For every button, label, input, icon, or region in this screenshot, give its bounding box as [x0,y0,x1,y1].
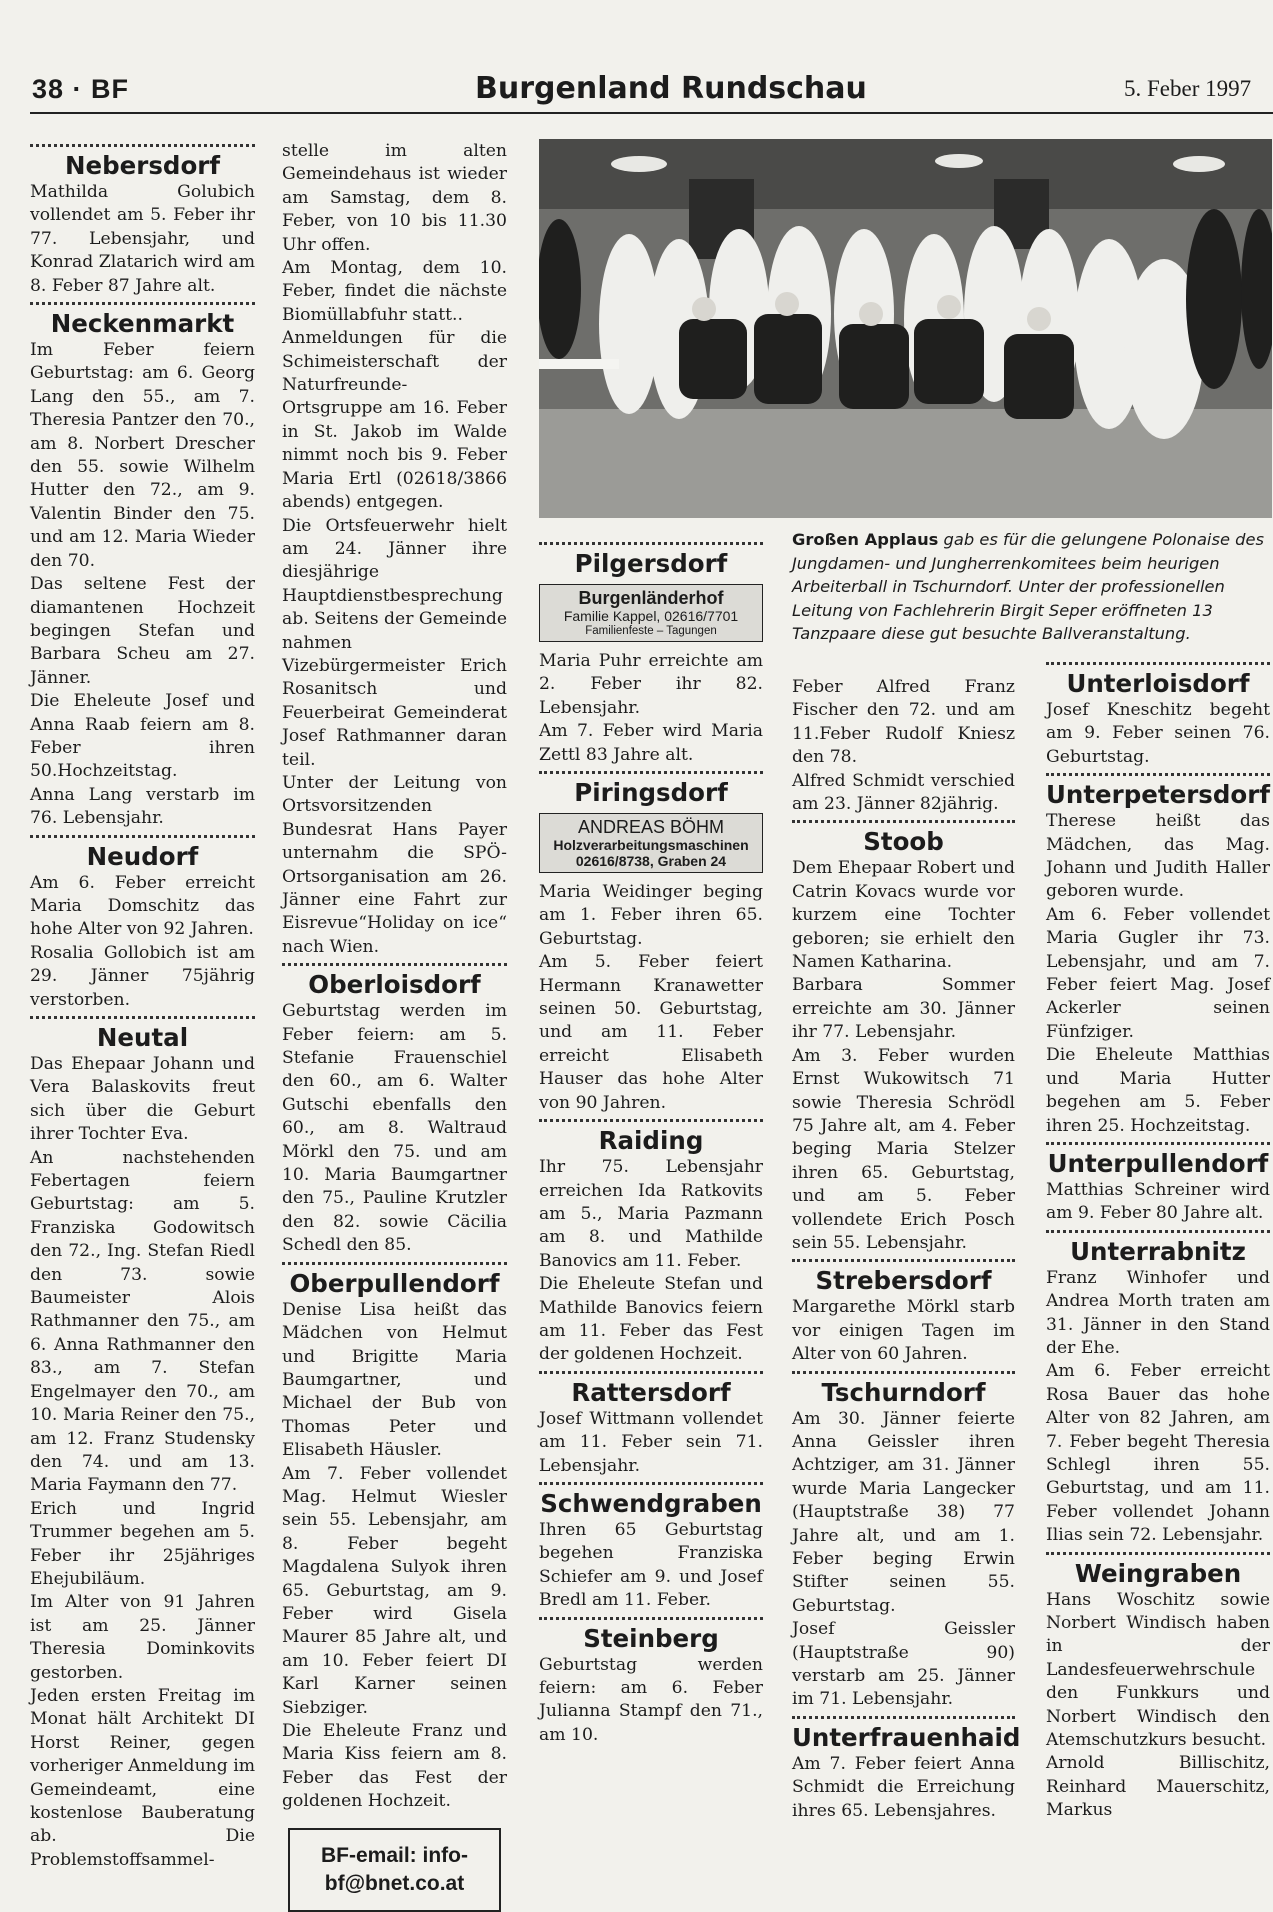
article-text: Das seltene Fest der diamantenen Hochzeit begingen Stefan und Barbara Scheu am 27. Jänner. [30,574,255,688]
heading-unterfrauenhaid: Unterfrauenhaid [792,1722,1021,1752]
ad-contact: Holzverarbeitungsmaschinen [553,837,749,854]
article-text: An nachstehenden Febertagen feiern Geburtstag: am 5. Franziska Godowitsch den 72., Ing. Stefan Riedl den 73. sowie Baumeister Alois Rathmanner den 75., am 6. Anna Rathmanner den 83., am 7. Stefan Engelmayer den 70., am 10. Maria Reiner den 75., am 12. Franz Studensky den 74. und am 13. Maria Faymann den 77. [30,1147,255,1496]
photo-image [539,139,1272,518]
article-text: Im Feber feiern Geburtstag: am 6. Georg Lang den 55., am 7. Theresia Pantzer den 70., am 8. Norbert Drescher den 55. sowie Wilhelm Hutter den 72., am 9. Valentin Binder den 75. und am 12. Maria Wieder den 70. [30,340,255,571]
divider [792,820,1015,823]
divider [30,1016,255,1019]
article-text: Matthias Schreiner wird am 9. Feber 80 Jahre alt. [1046,1179,1270,1224]
divider [792,1716,1015,1719]
ad-andreas-boehm [539,813,763,873]
divider [1046,1142,1270,1145]
article-text: Feber Alfred Franz Fischer den 72. und am 11.Feber Rudolf Kniesz den 78. [792,677,1015,768]
ad-tagline: 02616/8738, Graben 24 [575,853,727,870]
heading-nebersdorf: Nebersdorf [64,151,221,180]
article-text: Jeden ersten Freitag im Monat hält Architekt DI Horst Reiner, gegen vorheriger Anmeldung im Gemeindeamt, eine kostenlose Bauberatung ab. Die Problemstoffsammel- [30,1685,255,1870]
column-2 [282,140,507,1912]
article-text: Am 3. Feber wurden Ernst Wukowitsch 71 sowie Theresia Schrödl 75 Jahre alt, am 4. Feber beging Maria Stelzer ihren 65. Geburtstag, und am 5. Feber vollendete Erich Posch sein 55. Lebensjahr. [792,1045,1015,1253]
article-text: Mathilda Golubich vollendet am 5. Feber ihr 77. Lebensjahr, und Konrad Zlatarich wird am 8. Feber 87 Jahre alt. [30,182,255,296]
article-text: Am 7. Feber wird Maria Zettl 83 Jahre alt. [539,721,763,765]
heading-rattersdorf: Rattersdorf [571,1377,731,1407]
article-text: Arnold Billischitz, Reinhard Mauerschitz, Markus [1046,1753,1270,1821]
ad-burgenlaenderhof [539,584,763,642]
article-text: Anna Lang verstarb im 76. Lebensjahr. [30,784,255,829]
heading-unterpetersdorf: Unterpetersdorf [1046,780,1271,810]
article-text: Am 7. Feber feiert Anna Schmidt die Erreichung ihres 65. Lebensjahres. [792,1753,1015,1821]
heading-steinberg: Steinberg [583,1623,719,1653]
article-text: Barbara Sommer erreichte am 30. Jänner ihr 77. Lebensjahr. [792,975,1015,1043]
article-text: Im Alter von 91 Jahren ist am 25. Jänner Theresia Dominkovits gestorben. [30,1592,255,1683]
article-text: Margarethe Mörkl starb vor einigen Tagen im Alter von 60 Jahren. [792,1297,1015,1365]
heading-tschurndorf: Tschurndorf [821,1377,986,1407]
article-text: Am 5. Feber feiert Hermann Kranawetter seinen 50. Geburtstag, und am 11. Feber erreicht Elisabeth Hauser das hohe Alter von 90 Jahren. [539,952,763,1113]
divider [1046,1552,1270,1555]
article-text: Josef Wittmann vollendet am 11. Feber sein 71. Lebensjahr. [539,1408,763,1476]
divider [1046,1230,1270,1233]
photo-caption [792,528,1270,646]
article-text: Am 30. Jänner feierte Anna Geissler ihren Achtziger, am 31. Jänner wurde Maria Langecker (Hauptstraße 38) 77 Jahre alt, und am 1. Feber beging Erwin Stifter seinen 55. Geburtstag. [792,1408,1015,1616]
heading-unterpullendorf: Unterpullendorf [1047,1148,1269,1178]
divider [30,302,255,305]
article-text: Die Eheleute Matthias und Maria Hutter begehen am 5. Feber ihren 25. Hochzeitstag. [1046,1045,1270,1136]
article-text: Geburtstag werden im Feber feiern: am 5. Stefanie Frauenschiel den 60., am 6. Walter Gutschi ebenfalls den 60., am 8. Waltraud Mörkl den 75. und am 10. Maria Baumgartner den 75., Pauline Krutzler den 82. sowie Cäcilia Schedl den 85. [282,1001,507,1256]
article-text: Rosalia Gollobich ist am 29. Jänner 75jährig verstorben. [30,942,255,1010]
heading-neudorf: Neudorf [86,841,199,871]
divider [792,1371,1015,1374]
caption-lead: Großen Applaus [792,530,939,549]
page-number: 38 · BF [32,74,130,104]
article-text: Die Eheleute Franz und Maria Kiss feiern am 8. Feber das Fest der goldenen Hochzeit. [282,1721,507,1812]
heading-oberloisdorf: Oberloisdorf [308,970,481,1000]
article-text: Die Ortsfeuerwehr hielt am 24. Jänner ihre diesjährige Hauptdienstbesprechung ab. Seitens der Gemeinde nahmen Vizebürgermeister Erich Rosanitsch und Feuerbeirat Gemeinderat Josef Rathmanner daran teil. [282,515,508,770]
article-text: Am 7. Feber vollendet Mag. Helmut Wiesler sein 55. Lebensjahr, am 8. Feber begeht Magdalena Sulyok ihren 65. Geburtstag, am 9. Feber wird Gisela Maurer 85 Jahre alt, und am 10. Feber feiert DI Karl Karner seinen Siebziger. [282,1463,507,1718]
article-text: Erich und Ingrid Trummer begehen am 5. Feber ihr 25jähriges Ehejubiläum. [30,1498,255,1589]
heading-piringsdorf: Piringsdorf [574,778,728,808]
ad-contact: Familie Kappel, 02616/7701 [563,608,739,624]
ad-name: ANDREAS BÖHM [577,817,725,838]
article-text: Die Eheleute Stefan und Mathilde Banovics feiern am 11. Feber das Fest der goldenen Hochzeit. [539,1274,763,1365]
article-text: Dem Ehepaar Robert und Catrin Kovacs wurde vor kurzem eine Tochter geboren; sie erhielt den Namen Katharina. [792,858,1015,973]
heading-stoob: Stoob [863,827,944,857]
article-text: Am Montag, dem 10. Feber, findet die nächste Biomüllabfuhr statt.. [282,258,507,325]
article-text: Josef Geissler (Hauptstraße 90) verstarb am 25. Jänner im 71. Lebensjahr. [792,1619,1015,1710]
article-text: Maria Puhr erreichte am 2. Feber ihr 82. Lebensjahr. [539,651,763,718]
page-header [30,68,1273,114]
article-text: Geburtstag werden feiern: am 6. Feber Julianna Stampf den 71., am 10. [539,1654,763,1745]
email-line-2[interactable]: bf@bnet.co.at [324,1871,465,1895]
article-text: Hans Woschitz sowie Norbert Windisch haben in der Landesfeuerwehrschule den Funkkurs und Norbert Windisch den Atemschutzkurs besucht. [1046,1589,1270,1751]
heading-neutal: Neutal [96,1023,189,1052]
issue-date: 5. Feber 1997 [1124,76,1252,101]
article-text: Denise Lisa heißt das Mädchen von Helmut und Brigitte Maria Baumgartner, und Michael der Bub von Thomas Peter und Elisabeth Häusler. [282,1299,507,1461]
heading-unterloisdorf: Unterloisdorf [1066,669,1250,698]
divider [282,1262,507,1265]
article-text: Anmeldungen für die Schimeisterschaft der Naturfreunde-Ortsgruppe am 16. Feber in St. Jakob im Walde nimmt noch bis 9. Feber Maria Ertl (02618/3866 abends) entgegen. [282,328,507,513]
column-1 [30,140,255,1872]
column-5 [1046,658,1270,1823]
heading-weingraben: Weingraben [1074,1558,1242,1588]
email-line-1: BF-email: info- [321,1843,468,1867]
ad-name: Burgenländerhof [578,588,724,608]
heading-schwendgraben: Schwendgraben [540,1488,762,1518]
divider [30,835,255,838]
divider [1046,773,1270,776]
heading-neckenmarkt: Neckenmarkt [50,309,235,339]
article-text: Das Ehepaar Johann und Vera Balaskovits freut sich über die Geburt ihrer Tochter Eva. [30,1054,255,1145]
ad-tagline: Familienfeste – Tagungen [585,625,717,637]
article-text: Franz Winhofer und Andrea Morth traten am 31. Jänner in den Stand der Ehe. [1046,1267,1270,1358]
article-text: Josef Kneschitz begeht am 9. Feber seinen 76. Geburtstag. [1046,700,1270,767]
article-text: Therese heißt das Mädchen, das Mag. Johann und Judith Haller geboren wurde. [1046,811,1270,902]
divider [30,144,255,147]
article-text: Am 6. Feber erreicht Maria Domschitz das hohe Alter von 92 Jahren. [30,872,255,940]
divider [539,542,763,545]
article-text: stelle im alten Gemeindehaus ist wieder am Samstag, dem 8. Feber, von 10 bis 11.30 Uhr offen. [282,141,507,255]
ball-photo [539,139,1272,518]
article-text: Ihr 75. Lebensjahr erreichen Ida Ratkovits am 5., Maria Pazmann am 8. und Mathilde Banovics am 11. Feber. [539,1157,763,1271]
heading-strebersdorf: Strebersdorf [815,1266,992,1296]
divider [539,1119,763,1122]
article-text: Am 6. Feber vollendet Maria Gugler ihr 73. Lebensjahr, und am 7. Feber feiert Mag. Josef Ackerler seinen Fünfziger. [1046,904,1270,1042]
divider [539,771,763,774]
article-text: Die Eheleute Josef und Anna Raab feiern am 8. Feber ihren 50.Hochzeitstag. [30,691,255,782]
article-text: Unter der Leitung von Ortsvorsitzenden Bundesrat Hans Payer unternahm die SPÖ-Ortsorganisation am 26. Jänner eine Fahrt zur Eisrevue“Holiday on ice“ nach Wien. [282,772,507,957]
heading-raiding: Raiding [598,1126,704,1156]
divider [282,963,507,966]
column-4 [792,676,1021,1823]
divider [539,1482,763,1485]
heading-unterrabnitz: Unterrabnitz [1070,1236,1246,1266]
newspaper-title: Burgenland Rundschau [475,71,867,106]
article-text: Ihren 65 Geburtstag begehen Franziska Schiefer am 9. und Josef Bredl am 11. Feber. [539,1519,763,1611]
article-text: Am 6. Feber erreicht Rosa Bauer das hohe Alter von 82 Jahren, am 7. Feber begeht Theresia Schlegl ihren 55. Geburtstag, und am 11. Feber vollendet Johann Ilias sein 72. Lebensjahr. [1046,1361,1270,1546]
divider [539,1371,763,1374]
email-box [288,1828,501,1912]
caption-text: gab es für die gelungene Polonaise des Jungdamen- und Jungherrenkomitees beim heurigen Arbeiterball in Tschurndorf. Unter der professionellen Leitung von Fachlehrerin Birgit Seper eröffneten 13 Tanzpaare diese gut besuchte Ballveranstaltung. [792,530,1264,644]
column-3 [539,538,763,1747]
heading-pilgersdorf: Pilgersdorf [574,549,728,578]
article-text: Maria Weidinger beging am 1. Feber ihren 65. Geburtstag. [539,882,763,949]
divider [792,1259,1015,1262]
article-text: Alfred Schmidt verschied am 23. Jänner 82jährig. [792,770,1015,815]
heading-oberpullendorf: Oberpullendorf [289,1268,500,1298]
divider [1046,662,1270,665]
divider [539,1617,763,1620]
